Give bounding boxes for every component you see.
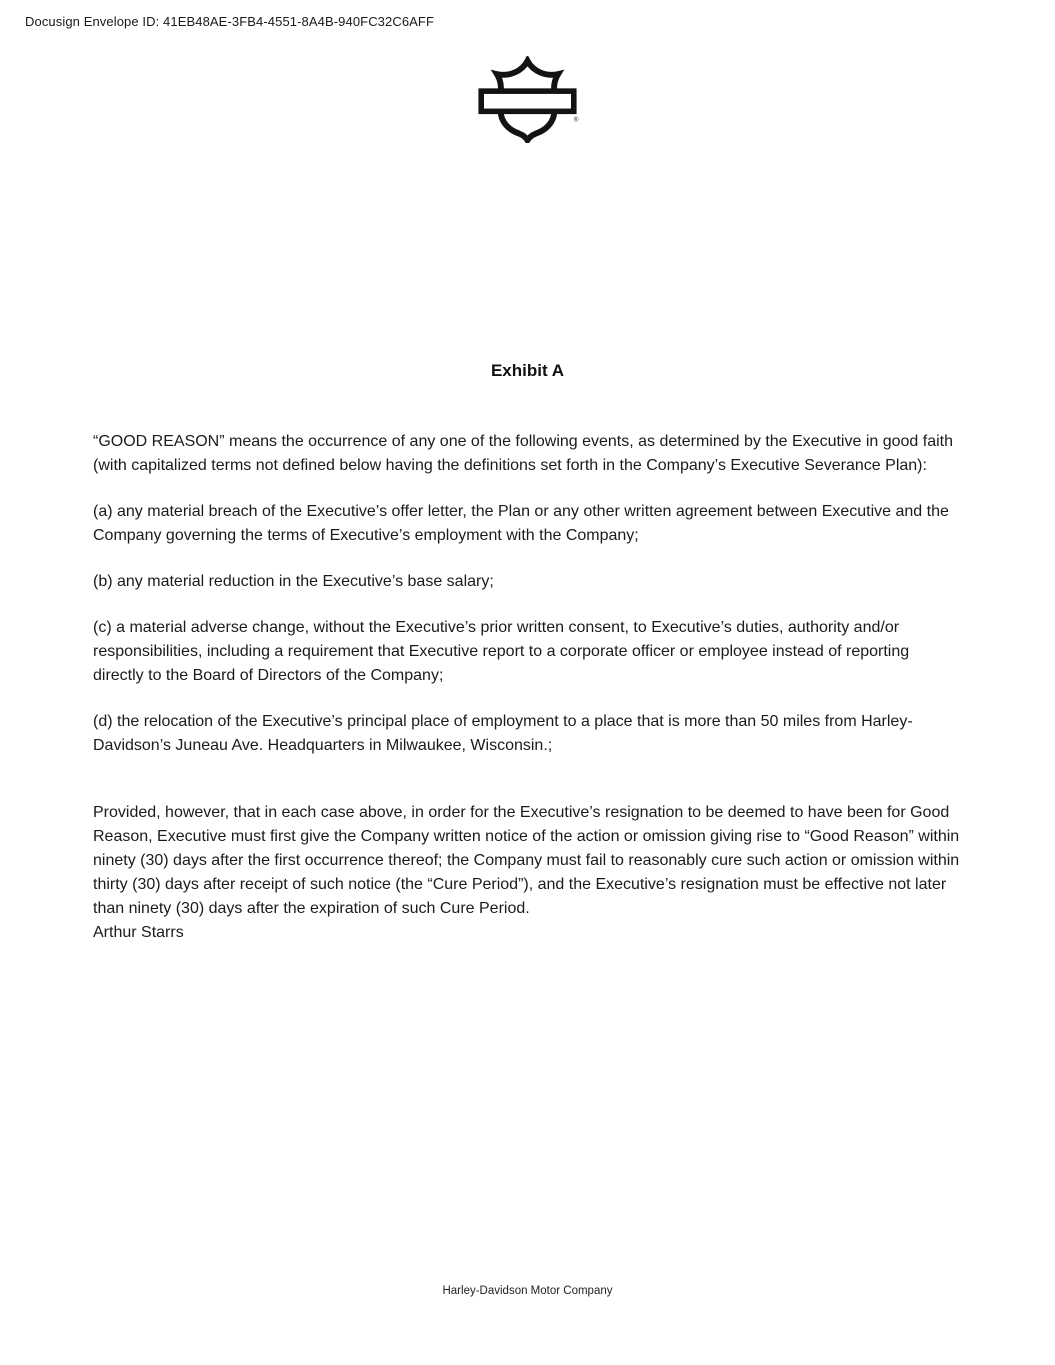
paragraph-intro: “GOOD REASON” means the occurrence of any one of the following events, as determined by the Executive in good faith (with capitalized terms not defined below having the definitions set forth in the Company’s Executive Severance Plan): bbox=[93, 433, 953, 474]
paragraph-proviso: Provided, however, that in each case above, in order for the Executive’s resignation to be deemed to have been for Good Reason, Executive must first give the Company written notice of the action or omission giving rise to “Good Reason” within ninety (30) days after the first occurrence thereof; the Company must fail to reasonably cure such action or omission within thirty (30) days after receipt of such notice (the “Cure Period”), and the Executive’s resignation must be effective not later than ninety (30) days after the expiration of such Cure Period. bbox=[93, 804, 960, 917]
registered-trademark-symbol: ® bbox=[573, 116, 579, 124]
clause-b: (b) any material reduction in the Executive’s base salary; bbox=[93, 573, 494, 590]
document-body bbox=[93, 430, 961, 945]
docusign-envelope-id: Docusign Envelope ID: 41EB48AE-3FB4-4551-8A4B-940FC32C6AFF bbox=[25, 14, 435, 29]
clause-c: (c) a material adverse change, without the Executive’s prior written consent, to Executive’s duties, authority and/or responsibilities, including a requirement that Executive report to a corporate officer or employee instead of reporting directly to the Board of Directors of the Company; bbox=[93, 619, 910, 684]
bar-and-shield-icon bbox=[475, 56, 580, 143]
exhibit-title: Exhibit A bbox=[490, 361, 565, 380]
bar-shape bbox=[481, 91, 574, 111]
clause-a: (a) any material breach of the Executive’s offer letter, the Plan or any other written agreement between Executive and the Company governing the terms of Executive’s employment with the Company; bbox=[93, 503, 949, 544]
footer-company-name: Harley-Davidson Motor Company bbox=[442, 1285, 613, 1297]
clause-d: (d) the relocation of the Executive’s principal place of employment to a place that is more than 50 miles from Harley-Davidson’s Juneau Ave. Headquarters in Milwaukee, Wisconsin.; bbox=[93, 713, 913, 754]
harley-davidson-logo bbox=[0, 56, 1055, 143]
signer-name: Arthur Starrs bbox=[93, 924, 184, 941]
